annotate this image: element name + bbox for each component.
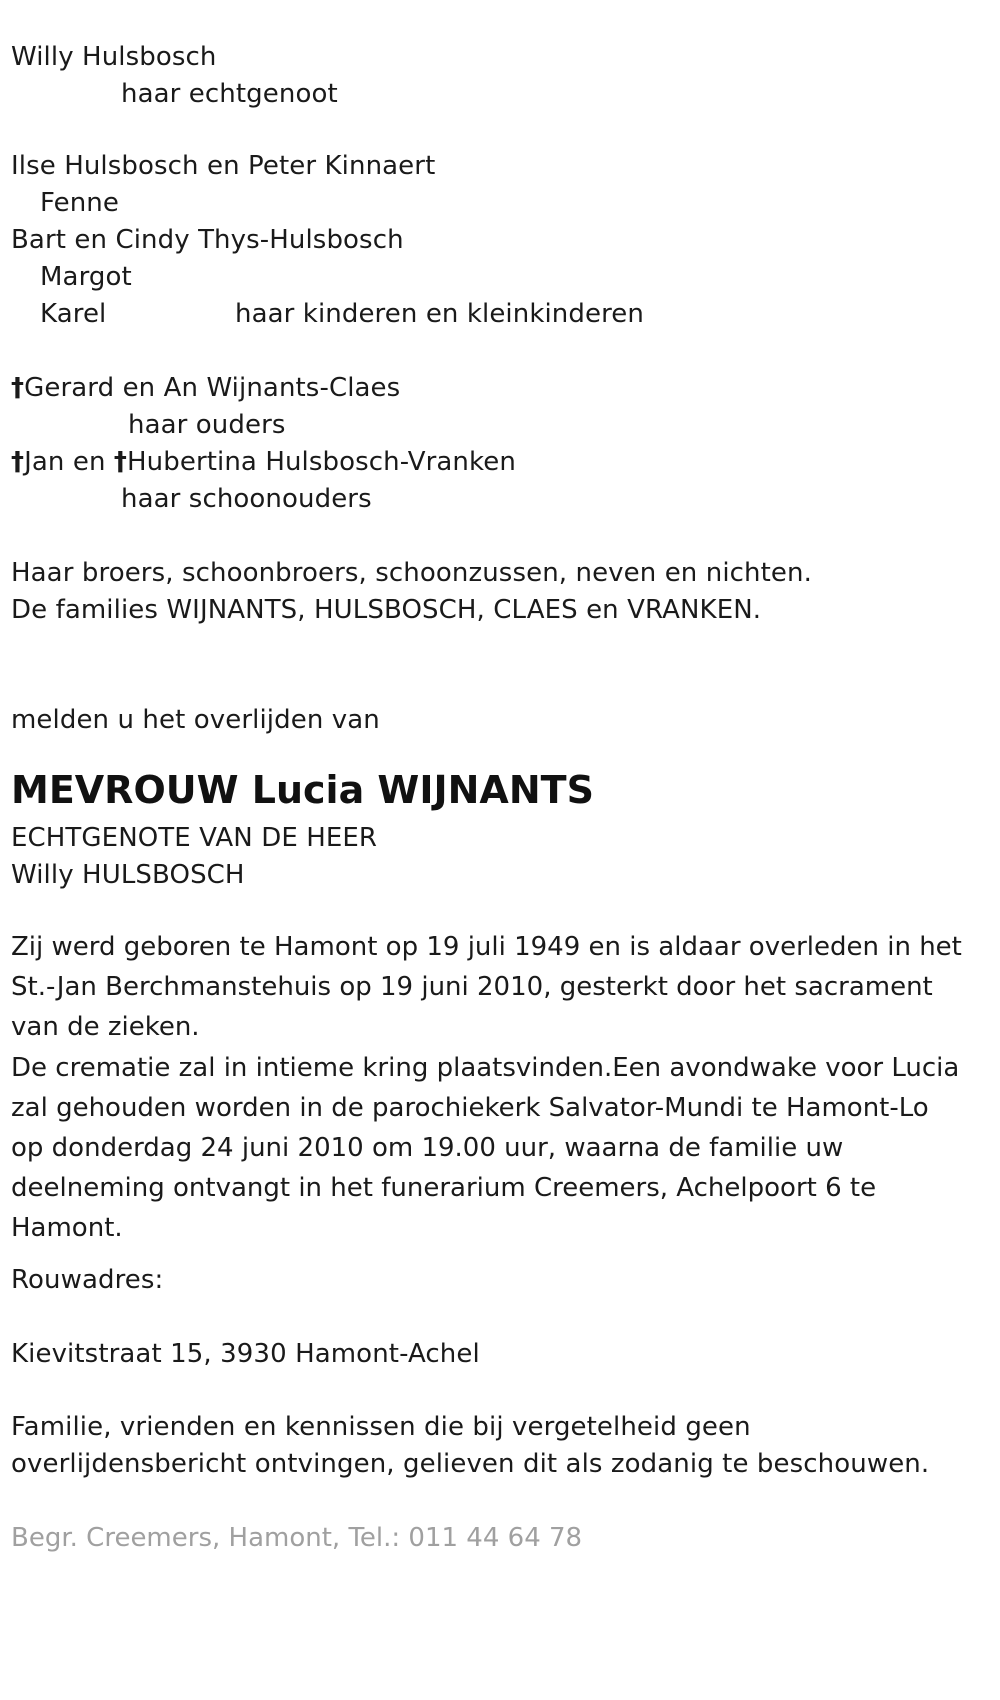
families-line: De families WIJNANTS, HULSBOSCH, CLAES en VRANKEN. bbox=[11, 595, 762, 625]
details-line: op donderdag 24 juni 2010 om 19.00 uur, waarna de familie uw bbox=[11, 1133, 844, 1164]
closing-line-2: overlijdensbericht ontvingen, gelieven dit als zodanig te beschouwen. bbox=[11, 1449, 930, 1479]
address-label: Rouwadres: bbox=[11, 1265, 164, 1295]
parents-role: haar ouders bbox=[128, 410, 286, 440]
announcement-intro: melden u het overlijden van bbox=[11, 705, 380, 735]
spouse-title-line: ECHTGENOTE VAN DE HEER bbox=[11, 823, 378, 853]
details-line: De crematie zal in intieme kring plaatsvinden.Een avondwake voor Lucia bbox=[11, 1052, 960, 1083]
grandchild-3: Karel bbox=[40, 299, 107, 329]
inlaw-father: Jan en bbox=[24, 447, 114, 477]
spouse-name: Willy Hulsbosch bbox=[11, 42, 217, 72]
details-line: van de zieken. bbox=[11, 1012, 200, 1043]
child-1: Ilse Hulsbosch en Peter Kinnaert bbox=[11, 151, 436, 181]
parents-line bbox=[11, 368, 400, 408]
address-value: Kievitstraat 15, 3930 Hamont-Achel bbox=[11, 1339, 480, 1369]
deceased-name: MEVROUW Lucia WIJNANTS bbox=[11, 768, 594, 812]
details-line: zal gehouden worden in de parochiekerk Salvator-Mundi te Hamont-Lo bbox=[11, 1092, 929, 1123]
grandchild-1: Fenne bbox=[40, 188, 119, 218]
inlaw-mother: Hubertina Hulsbosch-Vranken bbox=[127, 447, 516, 477]
details-line: Hamont. bbox=[11, 1213, 123, 1244]
siblings-line: Haar broers, schoonbroers, schoonzussen, neven en nichten. bbox=[11, 558, 812, 588]
cross-icon: † bbox=[113, 447, 128, 477]
parents-names: Gerard en An Wijnants-Claes bbox=[24, 373, 401, 403]
child-2: Bart en Cindy Thys-Hulsbosch bbox=[11, 225, 404, 255]
children-role: haar kinderen en kleinkinderen bbox=[235, 299, 644, 329]
inlaws-role: haar schoonouders bbox=[121, 484, 372, 514]
details-line: St.-Jan Berchmanstehuis op 19 juni 2010, gesterkt door het sacrament bbox=[11, 972, 933, 1003]
undertaker-footer: Begr. Creemers, Hamont, Tel.: 011 44 64 78 bbox=[11, 1523, 583, 1553]
closing-line-1: Familie, vrienden en kennissen die bij vergetelheid geen bbox=[11, 1412, 751, 1442]
details-paragraph bbox=[11, 927, 996, 1249]
cross-icon: † bbox=[11, 373, 25, 403]
spouse-role: haar echtgenoot bbox=[121, 79, 338, 109]
details-line: deelneming ontvangt in het funerarium Creemers, Achelpoort 6 te bbox=[11, 1173, 877, 1204]
details-line: Zij werd geboren te Hamont op 19 juli 1949 en is aldaar overleden in het bbox=[11, 932, 962, 962]
cross-icon: † bbox=[11, 447, 25, 477]
inlaws-line bbox=[11, 442, 516, 482]
grandchild-2: Margot bbox=[40, 262, 132, 292]
spouse-full-name: Willy HULSBOSCH bbox=[11, 860, 245, 890]
